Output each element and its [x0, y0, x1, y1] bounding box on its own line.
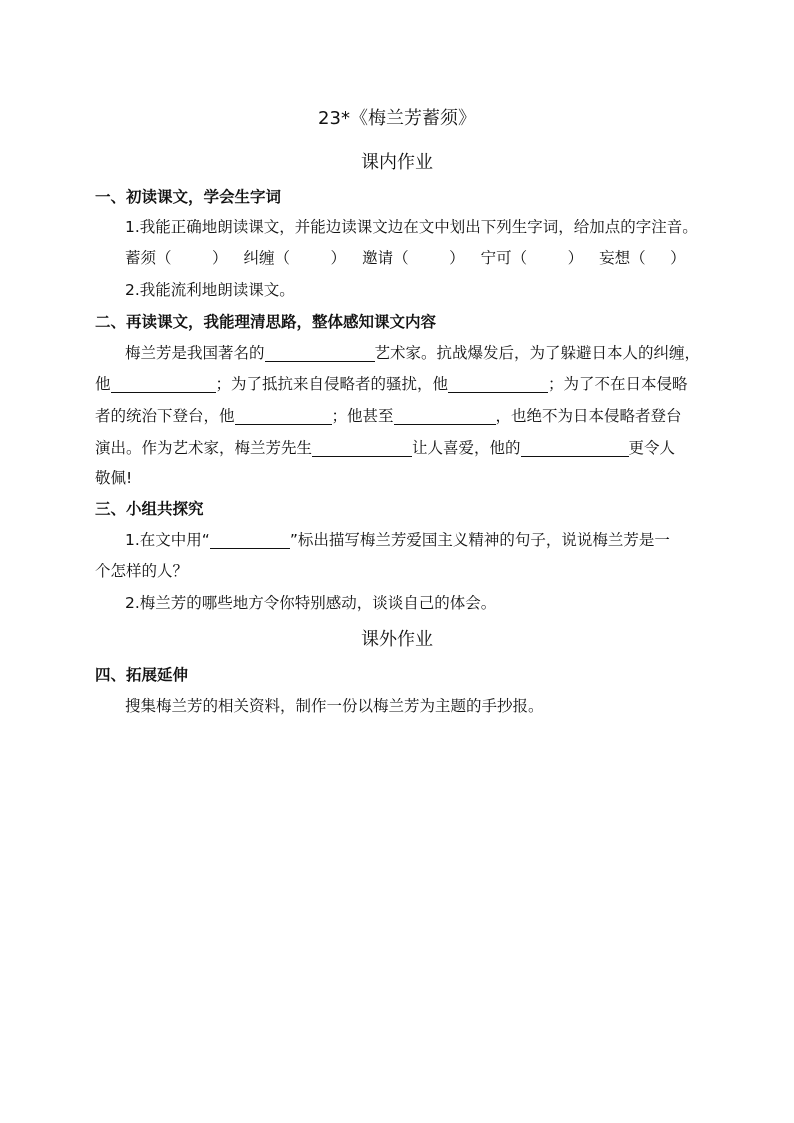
section2-line1: [125, 341, 700, 363]
vocab-word: 纠缠: [243, 249, 275, 267]
fill-blank[interactable]: [394, 406, 496, 425]
text-segment: ”标出描写梅兰芳爱国主义精神的句子，说说梅兰芳是一: [289, 531, 670, 549]
fill-blank[interactable]: [521, 438, 629, 457]
section2-heading: 二、再读课文，我能理清思路，整体感知课文内容: [95, 313, 437, 331]
vocab-word: 妄想: [599, 249, 631, 267]
text-segment: 让人喜爱，他的: [412, 439, 521, 457]
section2-line3: [95, 404, 682, 426]
text-segment: 梅兰芳是我国著名的: [125, 344, 265, 362]
vocab-item: [599, 246, 686, 268]
section3-heading: 三、小组共探究: [95, 500, 204, 518]
vocabulary-row: [125, 246, 686, 268]
fill-blank[interactable]: [235, 406, 332, 425]
section2-line2: [95, 372, 688, 394]
section1-question1: 1.我能正确地朗读课文，并能边读课文边在文中划出下列生字词，给加点的字注音。: [125, 218, 698, 236]
vocab-item: [362, 246, 465, 268]
vocab-item: [481, 246, 584, 268]
fill-blank[interactable]: [448, 374, 548, 393]
fill-blank[interactable]: [312, 438, 412, 457]
section2-line5: 敬佩!: [95, 469, 133, 487]
text-segment: 更令人: [628, 439, 676, 457]
text-segment: 1.在文中用“: [125, 531, 210, 549]
paren-close: ）: [567, 249, 584, 267]
paren-close: ）: [670, 249, 686, 267]
paren-open: （: [511, 249, 528, 267]
text-segment: ；他甚至: [331, 407, 394, 425]
section3-question2: 2.梅兰芳的哪些地方令你特别感动，谈谈自己的体会。: [125, 594, 497, 612]
out-class-heading: 课外作业: [361, 629, 433, 650]
fill-blank[interactable]: [265, 343, 375, 362]
vocab-item: [244, 246, 347, 268]
paren-open: （: [156, 249, 172, 267]
section1-question2: 2.我能流利地朗读课文。: [125, 281, 295, 299]
paren-open: （: [630, 249, 646, 267]
text-segment: 艺术家。抗战爆发后，为了躲避日本人的纠缠，: [374, 344, 701, 362]
paren-close: ）: [330, 249, 347, 267]
document-title: 23*《梅兰芳蓄须》: [318, 108, 476, 129]
text-segment: 他: [95, 375, 111, 393]
section3-question1: [125, 528, 670, 550]
section4-heading: 四、拓展延伸: [95, 666, 189, 684]
text-segment: 演出。作为艺术家，梅兰芳先生: [95, 439, 313, 457]
vocab-word: 邀请: [362, 249, 394, 267]
text-segment: ；为了不在日本侵略: [548, 375, 688, 393]
section4-text: 搜集梅兰芳的相关资料，制作一份以梅兰芳为主题的手抄报。: [125, 697, 544, 715]
in-class-heading: 课内作业: [361, 152, 433, 173]
text-segment: 者的统治下登台，他: [95, 407, 235, 425]
fill-blank[interactable]: [210, 530, 290, 549]
section3-question1-cont: 个怎样的人？: [95, 562, 189, 580]
vocab-item: [125, 246, 228, 268]
vocab-word: 蓄须: [125, 249, 157, 267]
paren-close: ）: [449, 249, 465, 267]
vocab-word: 宁可: [480, 249, 512, 267]
paren-open: （: [274, 249, 291, 267]
paren-open: （: [393, 249, 409, 267]
paren-close: ）: [212, 249, 228, 267]
text-segment: ，也绝不为日本侵略者登台: [495, 407, 682, 425]
fill-blank[interactable]: [111, 374, 216, 393]
section1-heading: 一、初读课文，学会生字词: [95, 188, 282, 206]
section2-line4: [95, 436, 675, 458]
text-segment: ；为了抵抗来自侵略者的骚扰，他: [215, 375, 449, 393]
